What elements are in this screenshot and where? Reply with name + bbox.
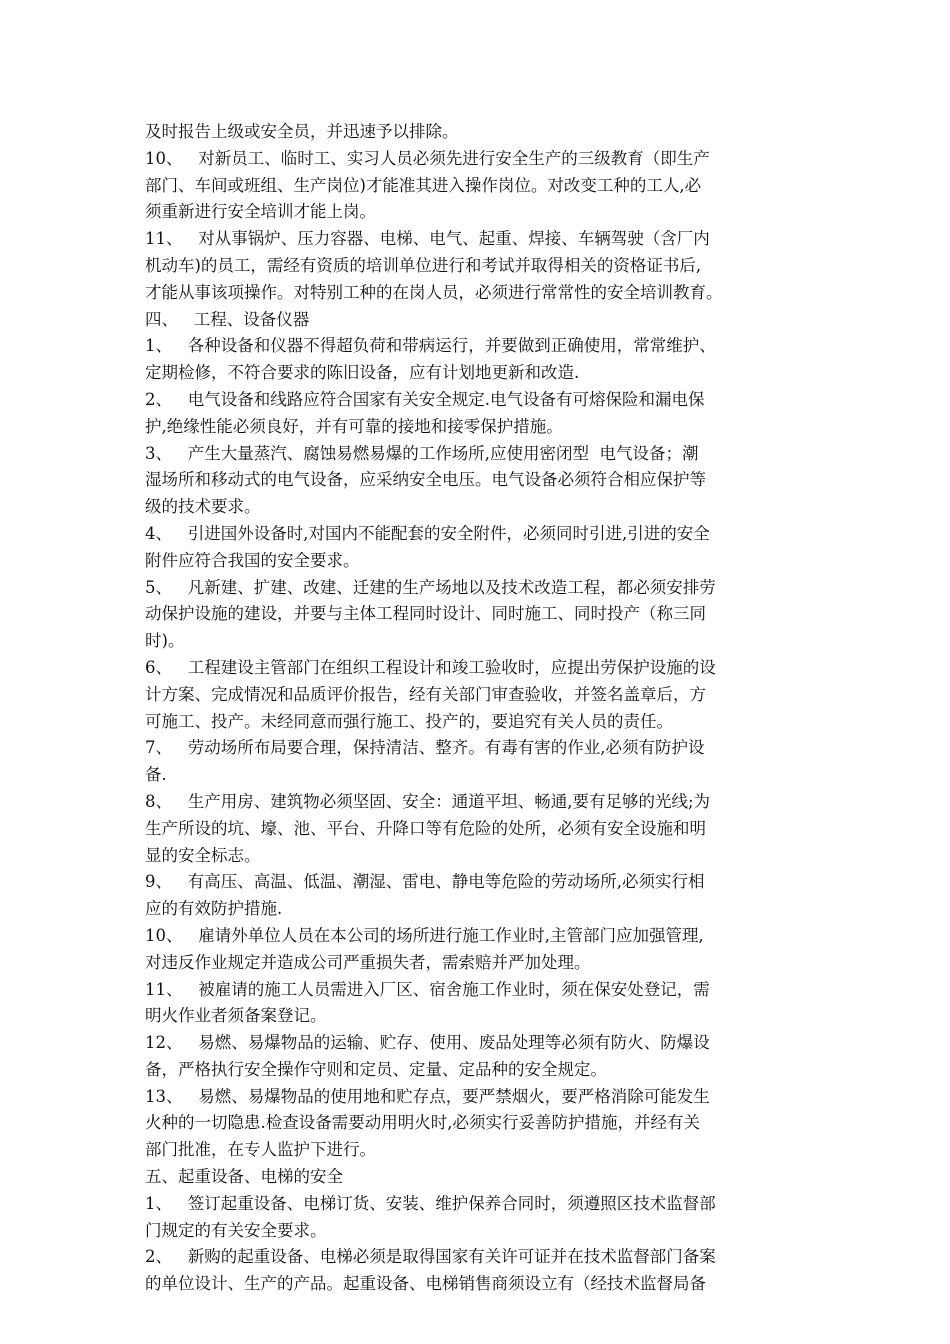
text-line: 12、 易燃、易爆物品的运输、贮存、使用、废品处理等必须有防火、防爆设 xyxy=(145,1033,710,1053)
text-line: 5、 凡新建、扩建、改建、迁建的生产场地以及技术改造工程，都必须安排劳 xyxy=(145,577,716,597)
text-line: 2、 电气设备和线路应符合国家有关安全规定.电气设备有可熔保险和漏电保 xyxy=(145,389,705,409)
text-line: 机动车)的员工，需经有资质的培训单位进行和考试并取得相关的资格证书后, xyxy=(145,255,702,275)
text-line: 11、 被雇请的施工人员需进入厂区、宿舍施工作业时，须在保安处登记，需 xyxy=(145,979,710,999)
text-line: 10、 对新员工、临时工、实习人员必须先进行安全生产的三级教育（即生产 xyxy=(145,148,710,168)
text-line: 火种的一切隐患.检查设备需要动用明火时,必须实行妥善防护措施，并经有关 xyxy=(145,1113,700,1133)
text-line: 动保护设施的建设，并要与主体工程同时设计、同时施工、同时投产（称三同 xyxy=(145,604,706,624)
text-line: 9、 有高压、高温、低温、潮湿、雷电、静电等危险的劳动场所,必须实行相 xyxy=(145,872,705,892)
text-line: 护,绝缘性能必须良好，并有可靠的接地和接零保护措施。 xyxy=(145,416,563,436)
text-line: 11、 对从事锅炉、压力容器、电梯、电气、起重、焊接、车辆驾驶（含厂内 xyxy=(145,229,710,249)
text-line: 3、 产生大量蒸汽、腐蚀易燃易爆的工作场所,应使用密闭型 电气设备；潮 xyxy=(145,443,699,463)
text-line: 备，严格执行安全操作守则和定员、定量、定品种的安全规定。 xyxy=(145,1059,607,1079)
text-line: 湿场所和移动式的电气设备，应采纳安全电压。电气设备必须符合相应保护等 xyxy=(145,470,706,490)
text-line: 1、 签订起重设备、电梯订货、安装、维护保养合同时，须遵照区技术监督部 xyxy=(145,1193,716,1213)
text-line: 门规定的有关安全要求。 xyxy=(145,1220,327,1240)
text-line: 时)。 xyxy=(145,631,185,651)
text-line: 定期检修，不符合要求的陈旧设备，应有计划地更新和改造. xyxy=(145,363,580,383)
text-line: 10、 雇请外单位人员在本公司的场所进行施工作业时,主管部门应加强管理, xyxy=(145,925,704,945)
text-line: 及时报告上级或安全员，并迅速予以排除。 xyxy=(145,122,459,141)
text-line: 计方案、完成情况和品质评价报告，经有关部门审查验收，并签名盖章后，方 xyxy=(145,684,706,704)
document-body xyxy=(145,119,810,1298)
text-line: 生产所设的坑、壕、池、平台、升降口等有危险的处所，必须有安全设施和明 xyxy=(145,818,706,838)
section-heading: 五、起重设备、电梯的安全 xyxy=(145,1167,343,1187)
text-line: 须重新进行安全培训才能上岗。 xyxy=(145,202,376,222)
text-line: 对违反作业规定并造成公司严重损失者，需索赔并严加处理。 xyxy=(145,952,591,972)
text-line: 明火作业者须备案登记。 xyxy=(145,1006,327,1026)
text-line: 1、 各种设备和仪器不得超负荷和带病运行，并要做到正确使用，常常维护、 xyxy=(145,336,716,356)
text-line: 13、 易燃、易爆物品的使用地和贮存点，要严禁烟火，要严格消除可能发生 xyxy=(145,1086,710,1106)
text-line: 应的有效防护措施. xyxy=(145,899,283,919)
text-line: 部门批准，在专人监护下进行。 xyxy=(145,1140,376,1160)
text-line: 级的技术要求。 xyxy=(145,497,261,517)
text-line: 7、 劳动场所布局要合理，保持清洁、整齐。有毒有害的作业,必须有防护设 xyxy=(145,738,705,758)
text-line: 2、 新购的起重设备、电梯必须是取得国家有关许可证并在技术监督部门备案 xyxy=(145,1247,716,1267)
text-line: 附件应符合我国的安全要求。 xyxy=(145,550,360,570)
text-line: 可施工、投产。未经同意而强行施工、投产的，要追究有关人员的责任。 xyxy=(145,711,673,731)
text-line: 显的安全标志。 xyxy=(145,845,261,865)
text-line: 才能从事该项操作。对特别工种的在岗人员，必须进行常常性的安全培训教育。 xyxy=(145,282,723,302)
text-line: 的单位设计、生产的产品。起重设备、电梯销售商须设立有（经技术监督局备 xyxy=(145,1274,706,1294)
text-line: 4、 引进国外设备时,对国内不能配套的安全附件，必须同时引进,引进的安全 xyxy=(145,523,710,543)
text-line: 6、 工程建设主管部门在组织工程设计和竣工验收时，应提出劳保护设施的设 xyxy=(145,657,716,677)
text-line: 8、 生产用房、建筑物必须坚固、安全：通道平坦、畅通,要有足够的光线;为 xyxy=(145,791,711,811)
text-line: 备. xyxy=(145,765,167,785)
section-heading: 四、 工程、设备仪器 xyxy=(145,309,310,329)
text-line: 部门、车间或班组、生产岗位)才能准其进入操作岗位。对改变工种的工人,必 xyxy=(145,175,702,195)
